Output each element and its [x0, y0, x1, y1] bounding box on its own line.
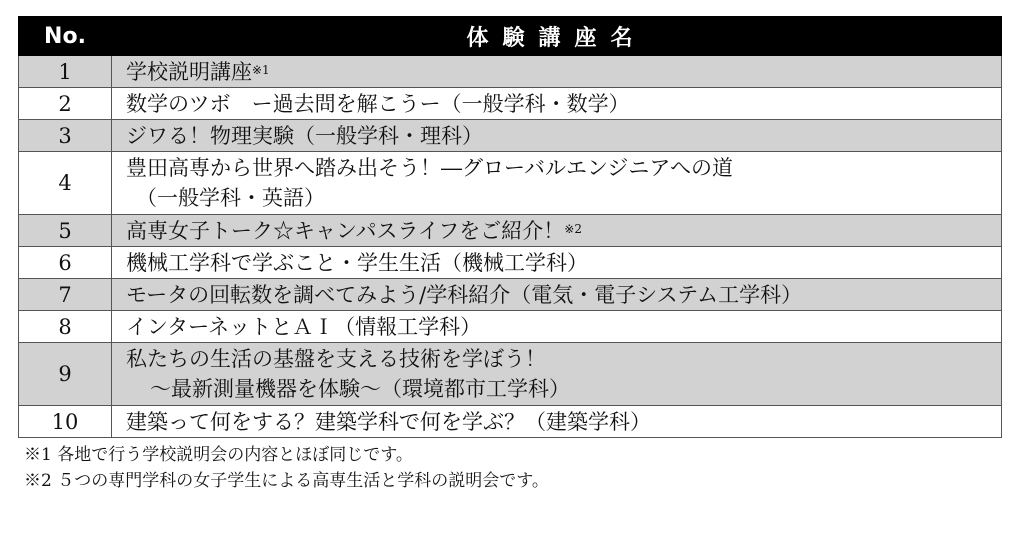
table-row	[19, 406, 1002, 438]
header-course-name: 体験講座名	[112, 17, 1002, 56]
row-number: 4	[19, 152, 112, 215]
course-title: 機械工学科で学ぶこと・学生生活（機械工学科）	[126, 250, 588, 275]
footnote-1: ※1 各地で行う学校説明会の内容とほぼ同じです。	[24, 445, 413, 465]
footnotes	[18, 442, 1001, 494]
row-course-name	[112, 406, 1002, 438]
row-number: 6	[19, 247, 112, 279]
table-header-row	[19, 17, 1002, 56]
course-title: 学校説明講座	[126, 59, 252, 84]
table-row	[19, 120, 1002, 152]
course-title: 建築って何をする？建築学科で何を学ぶ？（建築学科）	[126, 409, 651, 434]
footnote-mark: ※2	[564, 221, 582, 236]
footnote-mark: ※1	[252, 62, 270, 77]
course-title: ジワる！物理実験（一般学科・理科）	[126, 123, 483, 148]
row-number: 7	[19, 279, 112, 311]
row-course-name	[112, 247, 1002, 279]
table-row	[19, 247, 1002, 279]
course-table	[18, 16, 1002, 438]
row-course-name	[112, 88, 1002, 120]
row-number: 5	[19, 215, 112, 247]
row-number: 1	[19, 56, 112, 88]
row-course-name	[112, 215, 1002, 247]
course-title-line2: ～最新測量機器を体験～（環境都市工学科）	[150, 377, 570, 401]
course-title: インターネットとＡＩ（情報工学科）	[126, 314, 482, 339]
row-number: 3	[19, 120, 112, 152]
table-row	[19, 152, 1002, 215]
footnote-2: ※2 ５つの専門学科の女子学生による高専生活と学科の説明会です。	[24, 471, 549, 491]
table-row	[19, 56, 1002, 88]
table-row	[19, 279, 1002, 311]
row-number: 2	[19, 88, 112, 120]
table-row	[19, 215, 1002, 247]
table-row	[19, 88, 1002, 120]
table-row	[19, 343, 1002, 406]
row-course-name	[112, 311, 1002, 343]
course-title: 私たちの生活の基盤を支える技術を学ぼう！	[126, 347, 546, 371]
course-title: 高専女子トーク☆キャンパスライフをご紹介！	[126, 218, 565, 243]
row-number: 9	[19, 343, 112, 406]
row-course-name	[112, 152, 1002, 215]
table-row	[19, 311, 1002, 343]
row-course-name	[112, 343, 1002, 406]
course-title: 数学のツボ ー過去問を解こうー（一般学科・数学）	[126, 91, 630, 116]
header-number: No.	[19, 17, 112, 56]
row-number: 8	[19, 311, 112, 343]
course-list-document	[18, 16, 1001, 494]
course-title-line2: （一般学科・英語）	[136, 186, 325, 210]
row-course-name	[112, 279, 1002, 311]
course-title: モータの回転数を調べてみよう/学科紹介（電気・電子システム工学科）	[126, 282, 803, 307]
row-course-name	[112, 120, 1002, 152]
course-title: 豊田高専から世界へ踏み出そう！―グローバルエンジニアへの道	[126, 156, 734, 180]
row-course-name	[112, 56, 1002, 88]
row-number: 10	[19, 406, 112, 438]
